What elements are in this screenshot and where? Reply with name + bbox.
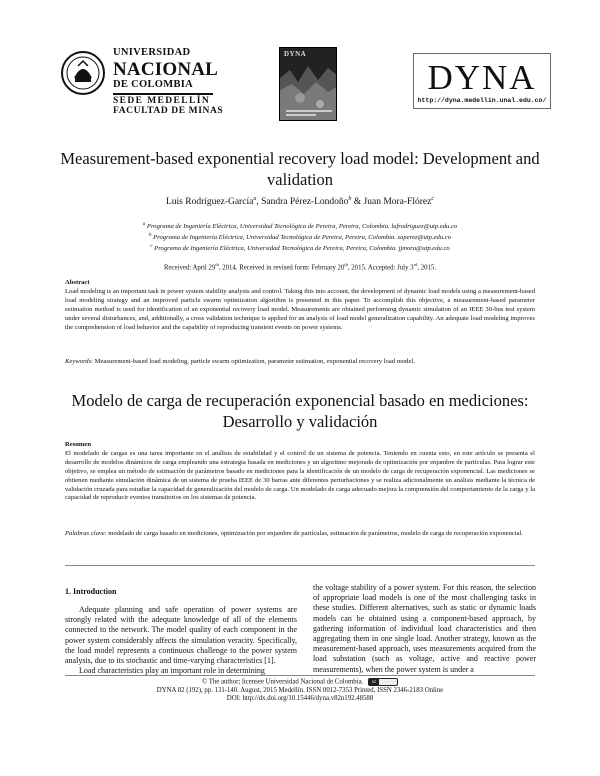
resumen-block xyxy=(65,441,535,503)
affiliation-text: Programa de Ingeniería Eléctrica, Universidad Tecnológica de Pereira, Pereira, Colombia. jjmora@utp.edu.co xyxy=(154,245,450,253)
right-column xyxy=(313,583,536,675)
received-text: Received: April 29 xyxy=(163,264,216,272)
affiliation-text: Programa de Ingeniería Eléctrica, Universidad Tecnológica de Pereira, Pereira, Colombia. lufrodriguez@utp.edu.co xyxy=(146,223,458,231)
citation-line: DYNA 82 (192), pp. 131-140. August, 2015 Medellín. ISSN 0012-7353 Printed, ISSN 2346-2183 Online xyxy=(156,686,444,694)
author-name: Juan Mora-Flórez xyxy=(363,197,432,208)
affiliation-item xyxy=(50,243,550,254)
author-name: Sandra Pérez-Londoño xyxy=(261,197,349,208)
body-paragraph: Load characteristics play an important role in determining xyxy=(79,666,265,676)
palabras-clave-label: Palabras clave xyxy=(65,530,105,537)
author-list xyxy=(50,196,550,207)
university-divider xyxy=(113,93,213,95)
author-mark: c xyxy=(431,196,435,202)
footer-divider xyxy=(65,675,535,676)
keywords-text: : Measurement-based load modeling, particle swarm optimization, parameter estimation, exponential recovery load model. xyxy=(91,358,415,365)
affiliation-mark: a xyxy=(142,222,146,227)
doi-line[interactable]: DOI: http://dx.doi.org/10.15446/dyna.v82n192.48588 xyxy=(226,695,374,703)
university-line2: NACIONAL xyxy=(113,58,219,80)
left-column xyxy=(65,605,297,676)
accepted-sup: rd xyxy=(413,262,418,267)
university-line1: UNIVERSIDAD xyxy=(113,47,191,58)
author-mark: a xyxy=(253,196,257,202)
spanish-title: Modelo de carga de recuperación exponencial basado en mediciones: Desarrollo y validación xyxy=(71,391,529,431)
author-name: Luis Rodríguez-García xyxy=(165,197,254,208)
author-mark: b xyxy=(348,196,352,202)
resumen-heading: Resumen xyxy=(65,441,92,448)
affiliation-item xyxy=(50,232,550,243)
university-seal-logo xyxy=(60,50,106,96)
cover-title: DYNA xyxy=(284,50,307,58)
section-heading: 1. Introduction xyxy=(65,587,117,596)
received-sup: th xyxy=(215,262,219,267)
license-text: © The author; licensee Universidad Nacional de Colombia. xyxy=(201,678,364,686)
university-line3: DE COLOMBIA xyxy=(113,78,194,90)
affiliation-mark: b xyxy=(148,232,152,238)
university-line4: SEDE MEDELLÍN xyxy=(113,95,211,106)
journal-url[interactable]: http://dyna.medellin.unal.edu.co/ xyxy=(417,97,547,104)
received-dates xyxy=(50,262,550,271)
abstract-text: Load modeling is an important task in power system stability analysis and control. Taking this into account, the development of dynamic load models using a measurement-based load modeling strategy and an improved particle swarm optimization algorithm is presented in this paper. To accomplish this objective, a measurement-based parameter estimation method is used for identification of an exponential recovery load model. Measurements are obtained performing dynamic simulation of an IEEE 30-bus test system under several disturbances, and, additionally, a cross validation technique is applied for an analysis of load model generalization capability. An adequate load modeling improves the comprehension of load behavior and the capability of reproducing transient events on power systems. xyxy=(65,287,535,331)
license-line xyxy=(50,678,550,687)
creative-commons-icon xyxy=(368,678,398,686)
accepted-text: , 2015. Accepted: July 3 xyxy=(347,264,414,272)
affiliation-mark: c xyxy=(150,243,153,249)
cover-artwork xyxy=(280,48,337,121)
section-divider xyxy=(65,565,535,566)
paper-title: Measurement-based exponential recovery load model: Development and validation xyxy=(60,149,540,189)
university-line5: FACULTAD DE MINAS xyxy=(113,106,224,116)
author-separator: & xyxy=(351,197,364,208)
revised-text: , 2014. Received in revised form: February 20 xyxy=(218,264,345,272)
journal-cover-thumbnail xyxy=(279,47,337,121)
body-paragraph: the voltage stability of a power system. For this reason, the selection of appropriate load models is one of the most challenging tasks in these studies. Different alternatives, such as static or dynamic loads models can be obtained using a component-based approach, by gathering information of individual load characteristics and then aggregating them in one single load. Another strategy, known as the measurement-based approach, uses measurements acquired from the load substation (such as voltage, active and reactive power measurements), when the power system is under a xyxy=(313,583,536,674)
abstract-block xyxy=(65,279,535,332)
journal-name: DYNA xyxy=(427,58,537,97)
affiliation-item xyxy=(50,221,550,232)
journal-logo-box xyxy=(413,53,551,109)
cc-badge-label: cc xyxy=(369,679,379,685)
affiliation-list xyxy=(50,221,550,254)
palabras-clave-text: : modelado de carga basado en mediciones, optimización por enjambre de partículas, estimación de parámetros, modelo de carga de recuperación exponencial. xyxy=(104,530,524,537)
revised-sup: th xyxy=(344,262,348,267)
keywords-line xyxy=(65,358,535,365)
keywords-label: Keywords xyxy=(65,358,92,365)
abstract-heading: Abstract xyxy=(65,279,90,286)
author-separator: , xyxy=(256,197,262,208)
page-footer xyxy=(50,678,550,703)
affiliation-text: Programa de Ingeniería Eléctrica, Universidad Tecnológica de Pereira, Pereira, Colombia. saperez@utp.edu.co xyxy=(153,234,451,242)
body-paragraph: Adequate planning and safe operation of power systems are strongly related with the adequate knowledge of all of the elements connected to the network. The model quality of each component in the power system considerably affects the simulation veracity. Specifically, the load model represents a continuous challenge to the power system analysis, due to its stochastic and time-varying characteristics [1]. xyxy=(65,605,297,666)
university-name-block xyxy=(113,48,223,117)
received-end: , 2015. xyxy=(417,264,437,272)
resumen-text: El modelado de cargas es una tarea importante en el análisis de estabilidad y el control de un sistema de potencia. Teniendo en cuenta esto, en este artículo se presenta el desarrollo de modelos dinámicos de carga empleando una estrategia basada en mediciones y un algoritmo mejorado de optimización por enjambre de partículas. Para lograr este objetivo, se emplea un método de estimación de parámetros basado en mediciones para la identificación de un modelo de carga de recuperación exponencial. Las mediciones se obtienen mediante simulación dinámica de un sistema de prueba IEEE de 30 barras ante diferentes perturbaciones y se realiza adicionalmente un análisis mediante la técnica de validación cruzada para estudiar la capacidad de generalización del modelo de carga. Un modelado de carga adecuado mejora la comprensión del comportamiento de la carga y la capacidad de reproducir eventos transitorios en los sistemas de potencia. xyxy=(65,449,535,502)
palabras-clave-line xyxy=(65,530,535,539)
